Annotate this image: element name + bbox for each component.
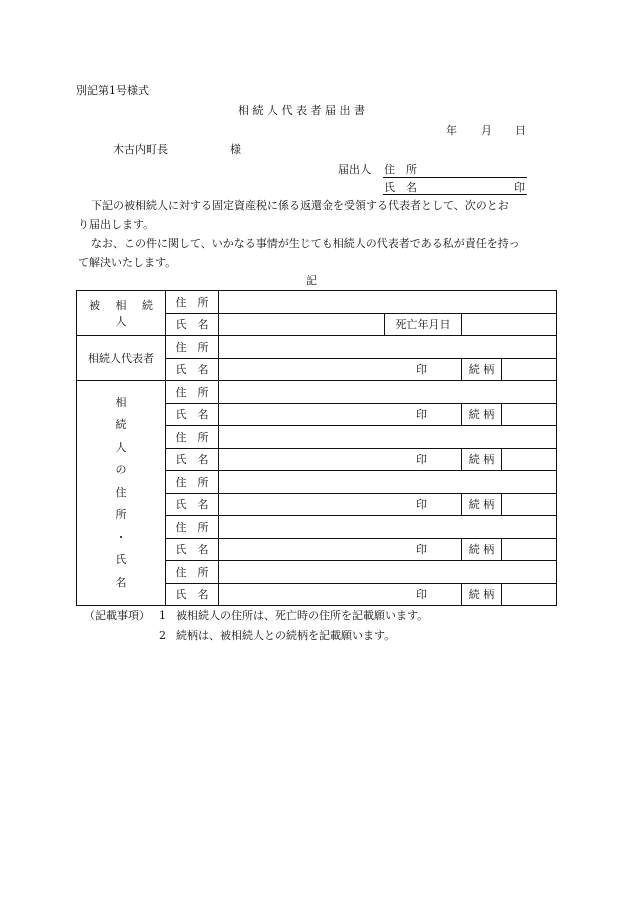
name-label: 氏 名 [166,313,219,336]
heir-1-relation-field[interactable] [502,403,557,426]
relation-label: 続 柄 [462,583,502,606]
representative-name-field[interactable] [219,358,462,381]
address-label: 住 所 [166,336,219,359]
heir-4-relation-field[interactable] [502,538,557,561]
name-label: 氏 名 [166,358,219,381]
relation-label: 続 柄 [462,493,502,516]
deceased-label: 被 相 続 人 [77,291,166,336]
heir-3-relation-field[interactable] [502,493,557,516]
notes-item2-number: 2 [159,629,166,642]
name-label: 氏 名 [166,403,219,426]
heirs-label-char: ・ [115,530,127,544]
heir-2-relation-field[interactable] [502,448,557,471]
heirs-table [76,290,557,606]
body-para2-line2: て解決いたします。 [78,256,177,269]
seal-mark: 印 [416,408,427,422]
address-label: 住 所 [166,426,219,449]
deceased-address-field[interactable] [219,291,557,314]
heir-4-address-field[interactable] [219,516,557,539]
body-para1-line2: り届出します。 [78,218,155,231]
heir-2-name-field[interactable] [219,448,462,471]
notes-item2-text: 続柄は、被相続人との続柄を記載願います。 [176,629,396,642]
submitter-name-line[interactable] [383,194,527,195]
heir-2-address-field[interactable] [219,426,557,449]
notes-item1-text: 被相続人の住所は、死亡時の住所を記載願います。 [176,609,429,622]
name-label: 氏 名 [166,493,219,516]
submitter-address-label: 住 所 [384,163,417,176]
death-date-label: 死亡年月日 [385,313,462,336]
seal-mark: 印 [416,453,427,467]
date-year: 年 [446,124,457,137]
heirs-label [77,381,166,606]
form-id: 別記第1号様式 [76,84,149,97]
addressee-office: 木古内町長 [113,143,168,156]
death-date-field[interactable] [462,313,557,336]
address-label: 住 所 [166,516,219,539]
seal-mark: 印 [416,588,427,602]
heirs-label-char: 続 [115,418,127,432]
heirs-label-char: 氏 [115,553,127,567]
address-label: 住 所 [166,561,219,584]
heirs-label-char: 相 [115,395,127,409]
address-label: 住 所 [166,471,219,494]
heir-4-name-field[interactable] [219,538,462,561]
heir-5-relation-field[interactable] [502,583,557,606]
heir-5-address-field[interactable] [219,561,557,584]
representative-relation-field[interactable] [502,358,557,381]
heirs-label-char: 人 [115,440,127,454]
date-month: 月 [481,124,492,137]
table-row [77,336,557,359]
name-label: 氏 名 [166,583,219,606]
deceased-name-field[interactable] [219,313,385,336]
heir-5-name-field[interactable] [219,583,462,606]
heir-3-name-field[interactable] [219,493,462,516]
relation-label: 続 柄 [462,358,502,381]
heir-1-name-field[interactable] [219,403,462,426]
seal-mark: 印 [416,363,427,377]
representative-label: 相続人代表者 [77,336,166,381]
submitter-address-line[interactable] [383,177,527,178]
notes-heading: （記載事項） [84,609,150,622]
seal-mark: 印 [416,498,427,512]
body-para1-line1: 下記の被相続人に対する固定資産税に係る返還金を受領する代表者として、次のとお [91,199,509,212]
table-row [77,291,557,314]
heir-3-address-field[interactable] [219,471,557,494]
address-label: 住 所 [166,381,219,404]
submitter-label: 届出人 [338,163,371,176]
heirs-label-char: の [115,463,127,477]
relation-label: 続 柄 [462,538,502,561]
notes-item1-number: 1 [159,609,166,622]
heirs-label-char: 住 [115,485,127,499]
address-label: 住 所 [166,291,219,314]
representative-address-field[interactable] [219,336,557,359]
submitter-seal: 印 [514,181,525,194]
relation-label: 続 柄 [462,403,502,426]
date-day: 日 [515,124,526,137]
heir-1-address-field[interactable] [219,381,557,404]
table-row [77,381,557,404]
name-label: 氏 名 [166,448,219,471]
heirs-label-char: 所 [115,508,127,522]
relation-label: 続 柄 [462,448,502,471]
submitter-name-label: 氏 名 [384,181,417,194]
addressee-honorific: 様 [230,143,241,156]
document-title: 相 続 人 代 表 者 届 出 書 [238,104,365,117]
ki-heading: 記 [306,274,317,287]
seal-mark: 印 [416,543,427,557]
heirs-label-char: 名 [115,575,127,589]
body-para2-line1: なお、この件に関して、いかなる事情が生じても相続人の代表者である私が責任を持っ [91,237,520,250]
name-label: 氏 名 [166,538,219,561]
